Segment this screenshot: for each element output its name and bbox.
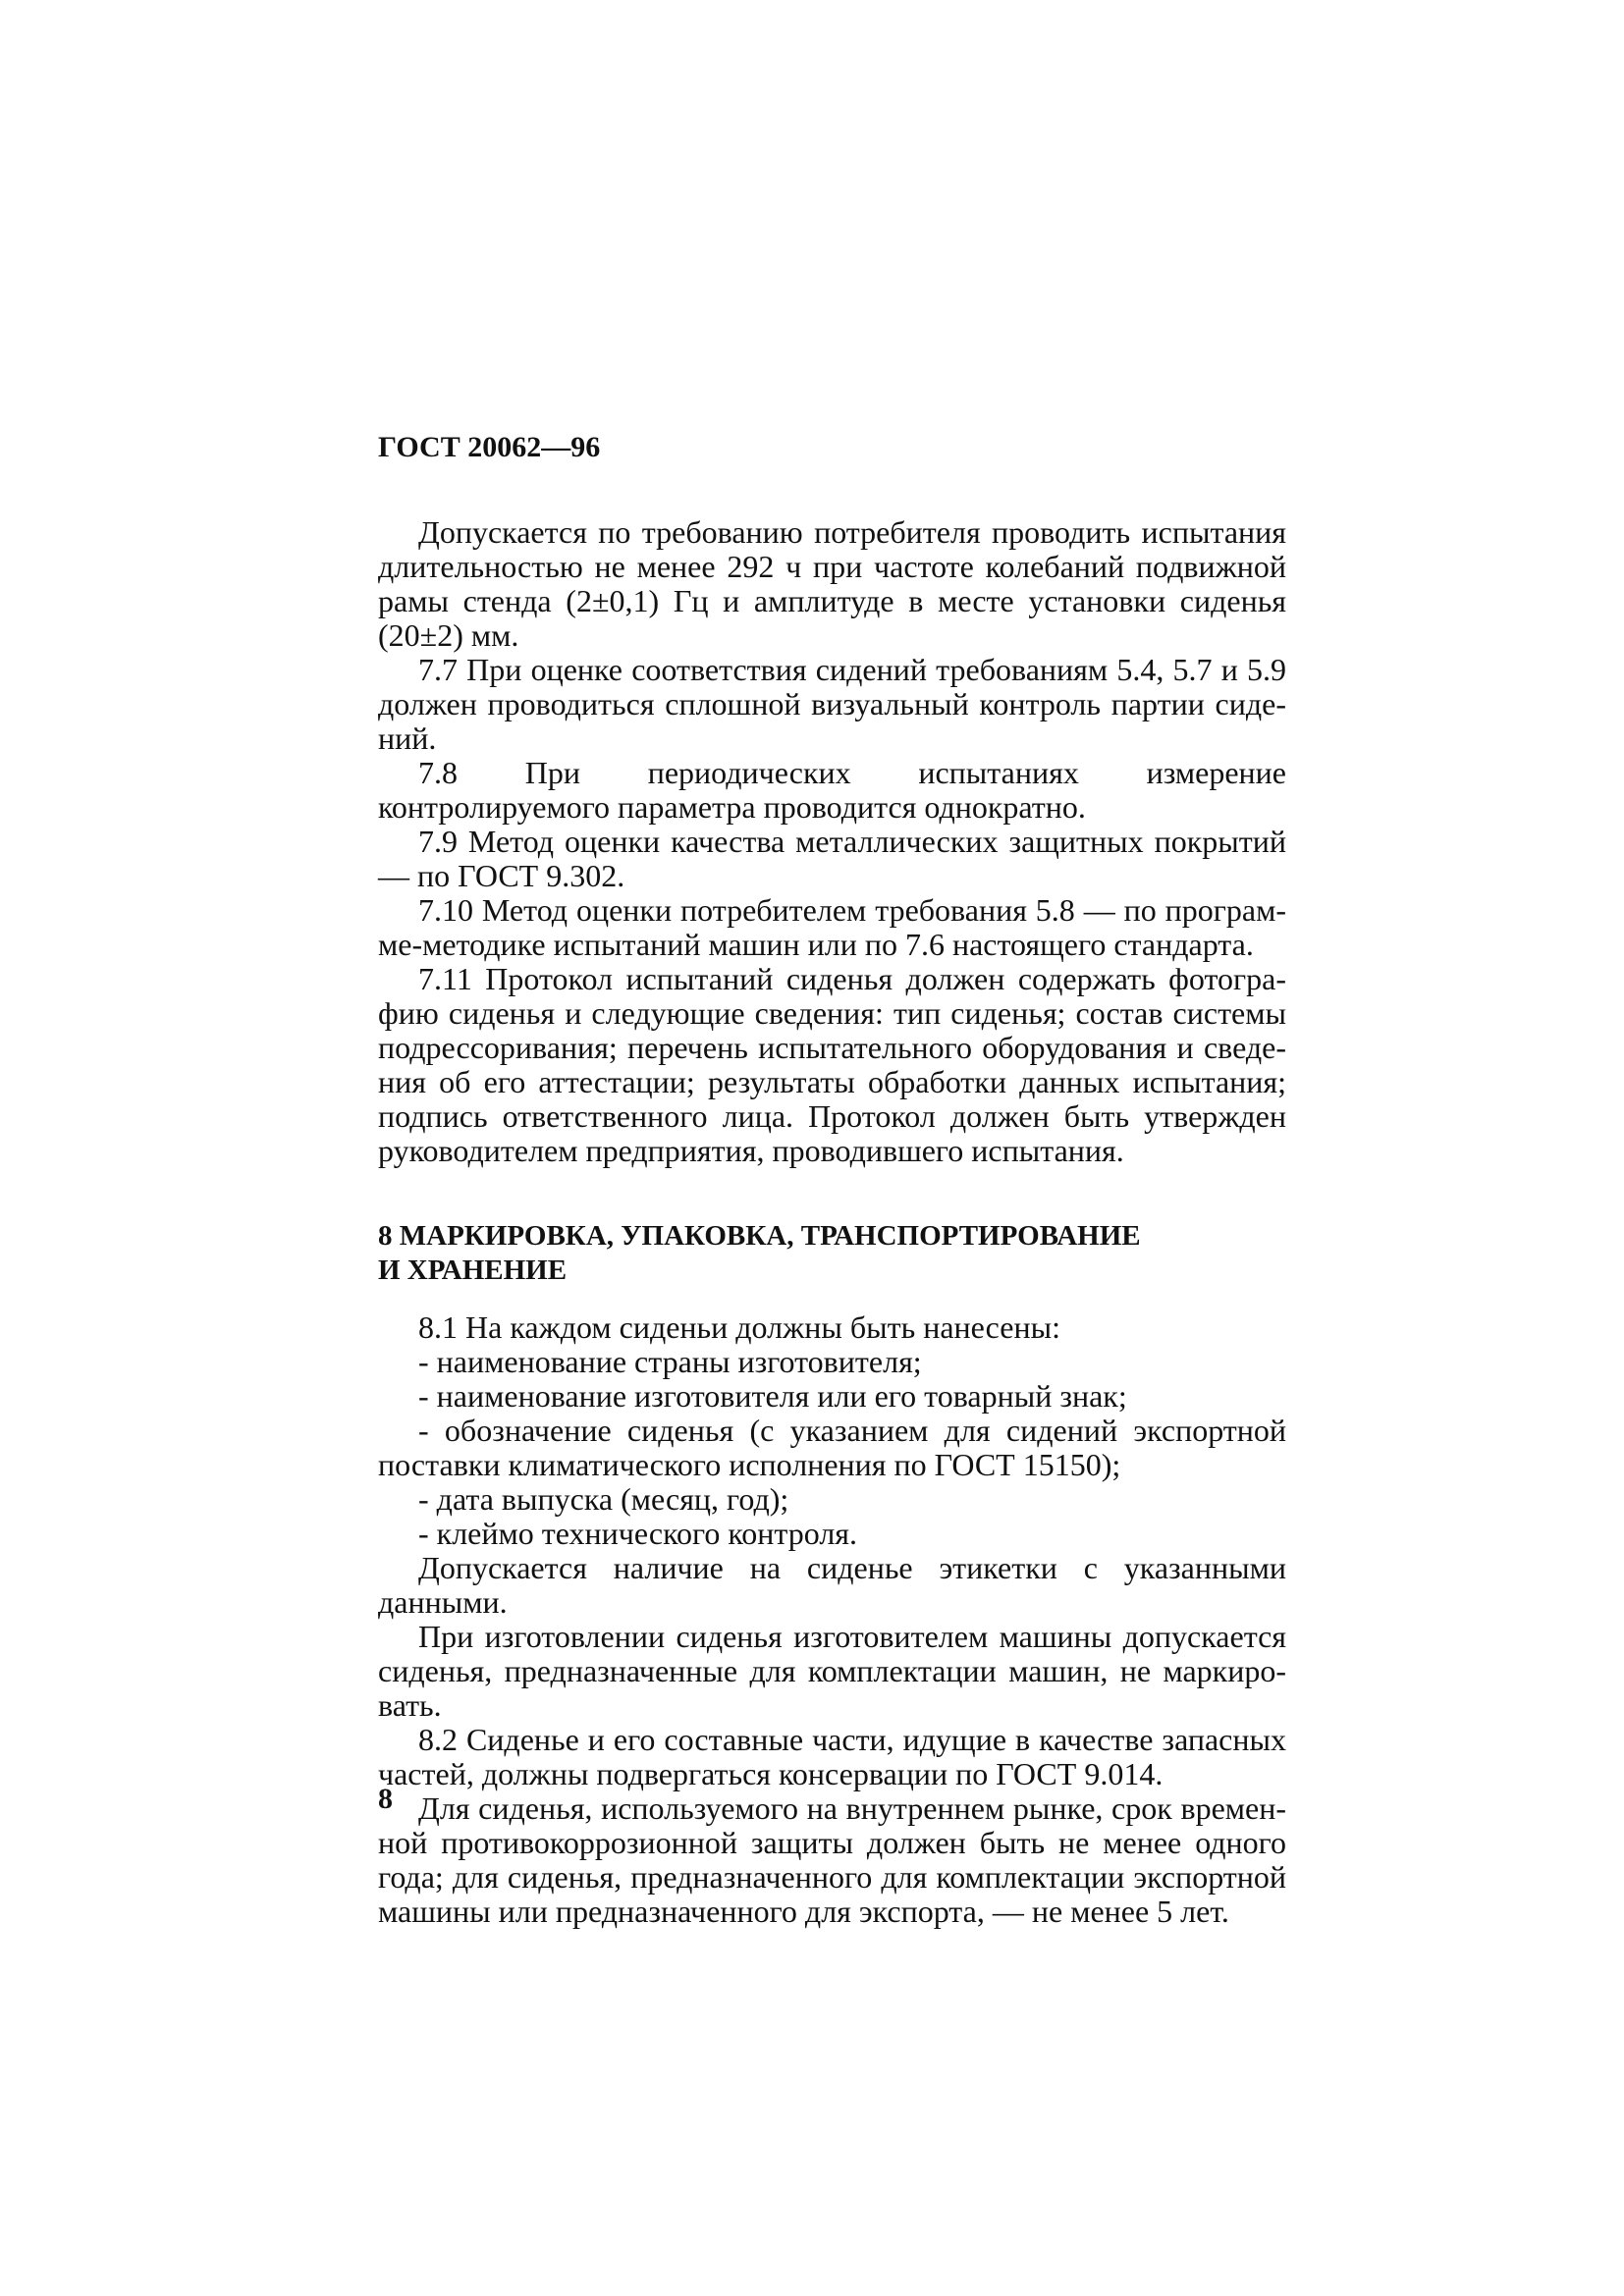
list-item-date: - дата выпуска (месяц, год); [418, 1481, 789, 1517]
paragraph-7-9: 7.9 Метод оценки качества металлических защитных покрытий — по ГОСТ 9.302. [378, 824, 1286, 893]
section-8-title-line-2: И ХРАНЕНИЕ [378, 1255, 568, 1286]
paragraph-7-8: 7.8 При периодических испытаниях измерение контролируемого параметра проводится однократно. [378, 755, 1286, 825]
paragraph-7-7: 7.7 При оценке соответствия сидений требованиям 5.4, 5.7 и 5.9 должен проводиться сплошной визуальный контроль партии сиде-ний. [378, 652, 1286, 756]
list-item-country: - наименование страны изготовителя; [418, 1344, 922, 1379]
paragraph-7-11: 7.11 Протокол испытаний сиденья должен содержать фотогра-фию сиденья и следующие сведения: тип сиденья; состав системы подрессоривания; перечень испытательного оборудования и сведе-ния об его аттестации; результаты обработки данных испытания; подпись ответственного лица. Протокол должен быть утвержден руководителем предприятия, проводившего испытания. [378, 961, 1286, 1168]
paragraph-8-2: 8.2 Сиденье и его составные части, идущие в качестве запасных частей, должны подвергаться консервации по ГОСТ 9.014. [378, 1722, 1286, 1791]
section-8-title-line-1: 8 МАРКИРОВКА, УПАКОВКА, ТРАНСПОРТИРОВАНИЕ [378, 1220, 1141, 1252]
paragraph-no-marking: При изготовлении сиденья изготовителем машины допускается сиденья, предназначенные для комплектации машин, не маркиро-вать. [378, 1619, 1286, 1723]
document-header: ГОСТ 20062—96 [378, 431, 601, 463]
paragraph-7-10: 7.10 Метод оценки потребителем требования 5.8 — по програм-ме-методике испытаний машин или по 7.6 настоящего стандарта. [378, 892, 1286, 962]
section-8-title [378, 1219, 1286, 1288]
paragraph-label-allowed: Допускается наличие на сиденье этикетки с указанными данными. [378, 1550, 1286, 1620]
list-item-designation: - обозначение сиденья (с указанием для сидений экспортной поставки климатического исполнения по ГОСТ 15150); [378, 1413, 1286, 1482]
list-item-stamp: - клеймо технического контроля. [418, 1516, 857, 1551]
paragraph-protection-period: Для сиденья, используемого на внутреннем рынке, срок времен-ной противокоррозионной защиты должен быть не менее одного года; для сиденья, предназначенного для комплектации экспортной машины или предназначенного для экспорта, — не менее 5 лет. [378, 1790, 1286, 1929]
list-item-manufacturer: - наименование изготовителя или его товарный знак; [418, 1378, 1127, 1414]
document-body [378, 430, 1286, 1929]
paragraph-8-1: 8.1 На каждом сиденьи должны быть нанесены: [418, 1309, 1060, 1345]
paragraph-7-6-continuation: Допускается по требованию потребителя проводить испытания длительностью не менее 292 ч при частоте колебаний подвижной рамы стенда (2±0,1) Гц и амплитуде в месте установки сиденья (20±2) мм. [378, 514, 1286, 653]
page-number: 8 [378, 1783, 393, 1815]
